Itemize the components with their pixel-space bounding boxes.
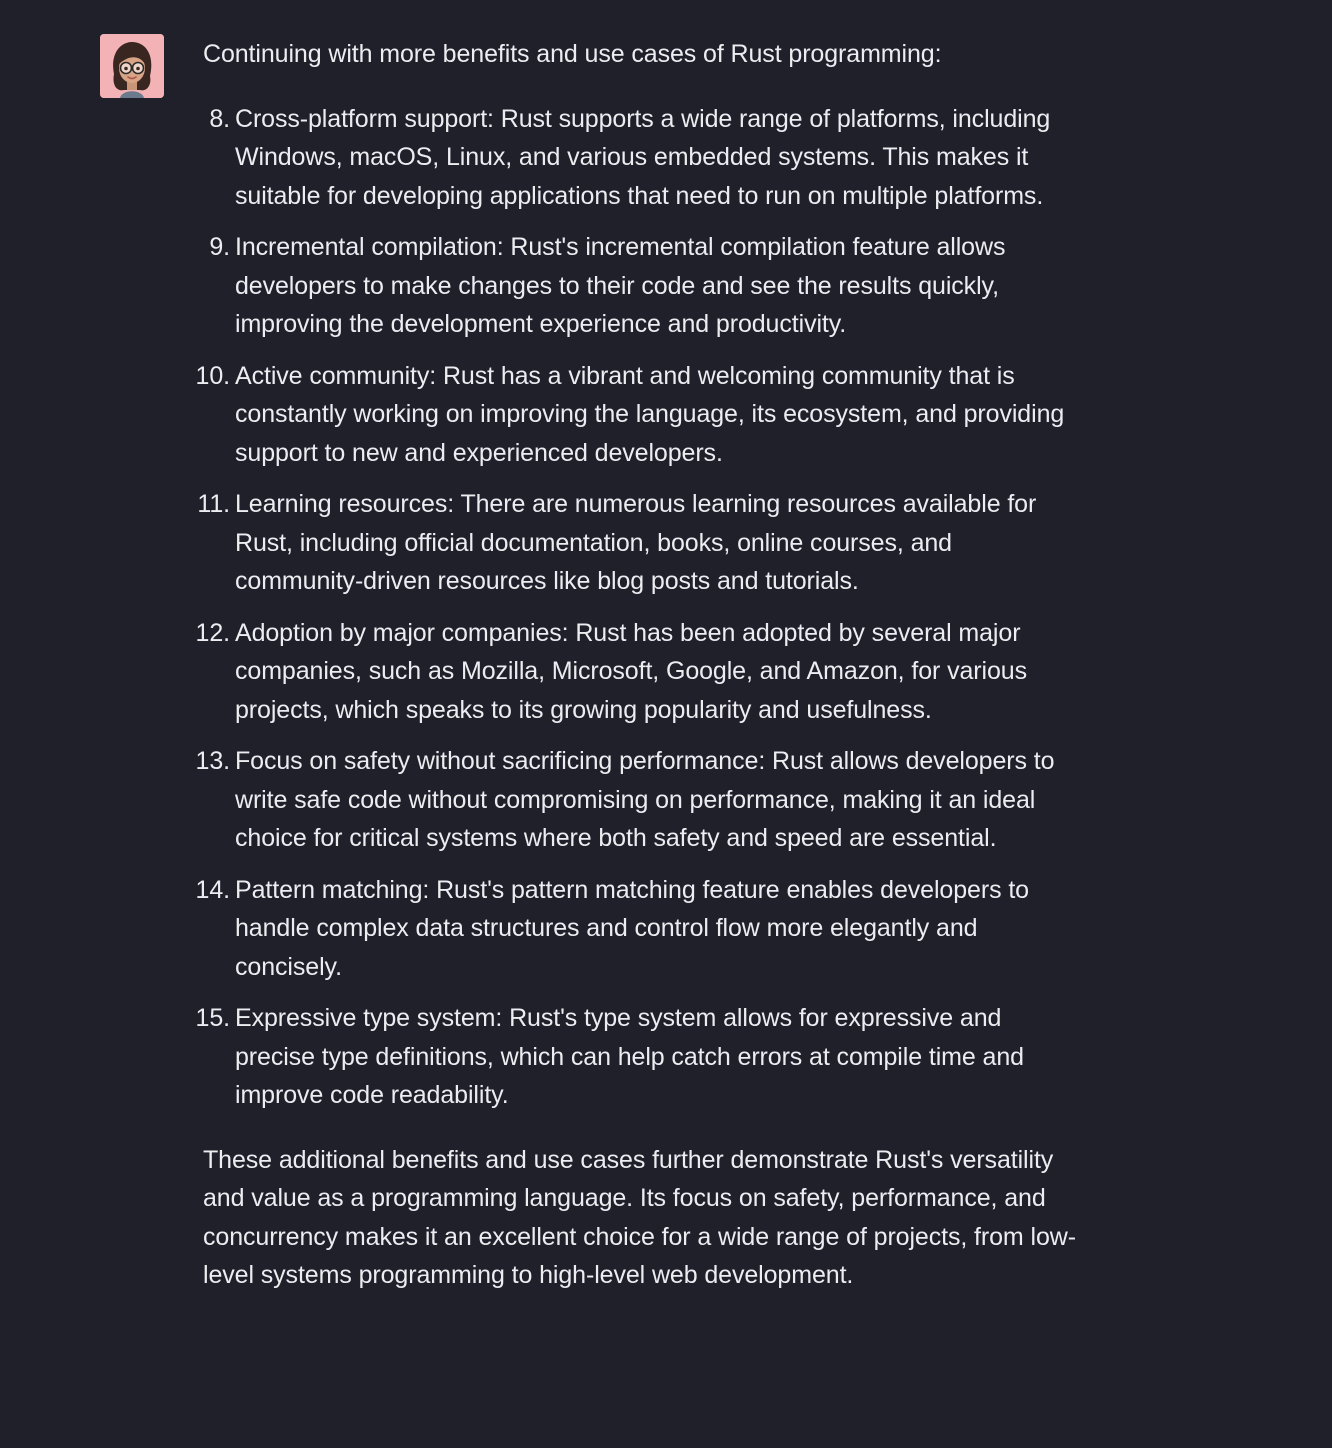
list-item-number: 15. [195, 1004, 230, 1032]
list-item-text: Incremental compilation: Rust's incremental compilation feature allows developers to make changes to their code and see the results quickly, improving the development experience and productivity. [235, 233, 1006, 338]
list-item [195, 999, 1083, 1115]
avatar [100, 34, 164, 98]
list-item-text: Learning resources: There are numerous learning resources available for Rust, including official documentation, books, online courses, and community-driven resources like blog posts and tutorials. [235, 490, 1037, 595]
list-item-number: 11. [197, 490, 230, 518]
benefits-list [195, 100, 1083, 1115]
list-item-number: 9. [209, 233, 230, 261]
message-content [195, 35, 1083, 1295]
list-item [195, 742, 1083, 858]
list-item-number: 14. [195, 875, 230, 904]
list-item [195, 871, 1083, 987]
list-item [195, 357, 1083, 473]
list-item [203, 228, 1083, 344]
list-item [203, 100, 1083, 216]
list-item-number: 12. [195, 618, 230, 647]
list-item-number: 8. [209, 104, 230, 133]
list-item [195, 614, 1083, 730]
intro-paragraph: Continuing with more benefits and use cases of Rust programming: [203, 40, 942, 68]
list-item-text: Active community: Rust has a vibrant and welcoming community that is constantly working on improving the language, its ecosystem, and providing support to new and experienced developers. [235, 361, 1065, 467]
list-item-text: Adoption by major companies: Rust has been adopted by several major companies, such as Mozilla, Microsoft, Google, and Amazon, for various projects, which speaks to its growing popularity and usefulness. [235, 618, 1027, 724]
list-item-text: Pattern matching: Rust's pattern matching feature enables developers to handle complex data structures and control flow more elegantly and concisely. [235, 875, 1029, 981]
conclusion-paragraph: These additional benefits and use cases further demonstrate Rust's versatility and value as a programming language. Its focus on safety, performance, and concurrency makes it an excellent choice for a wide range of projects, from low-level systems programming to high-level web development. [203, 1145, 1076, 1289]
list-item-text: Focus on safety without sacrificing performance: Rust allows developers to write safe code without compromising on performance, making it an ideal choice for critical systems where both safety and speed are essential. [235, 747, 1055, 852]
list-item-text: Cross-platform support: Rust supports a wide range of platforms, including Windows, macOS, Linux, and various embedded systems. This makes it suitable for developing applications that need to run on multiple platforms. [235, 104, 1051, 210]
memoji-avatar-icon [100, 34, 164, 98]
list-item-text: Expressive type system: Rust's type system allows for expressive and precise type definitions, which can help catch errors at compile time and improve code readability. [235, 1004, 1024, 1109]
list-item [197, 485, 1083, 601]
list-item-number: 13. [195, 747, 230, 775]
list-item-number: 10. [195, 361, 230, 390]
